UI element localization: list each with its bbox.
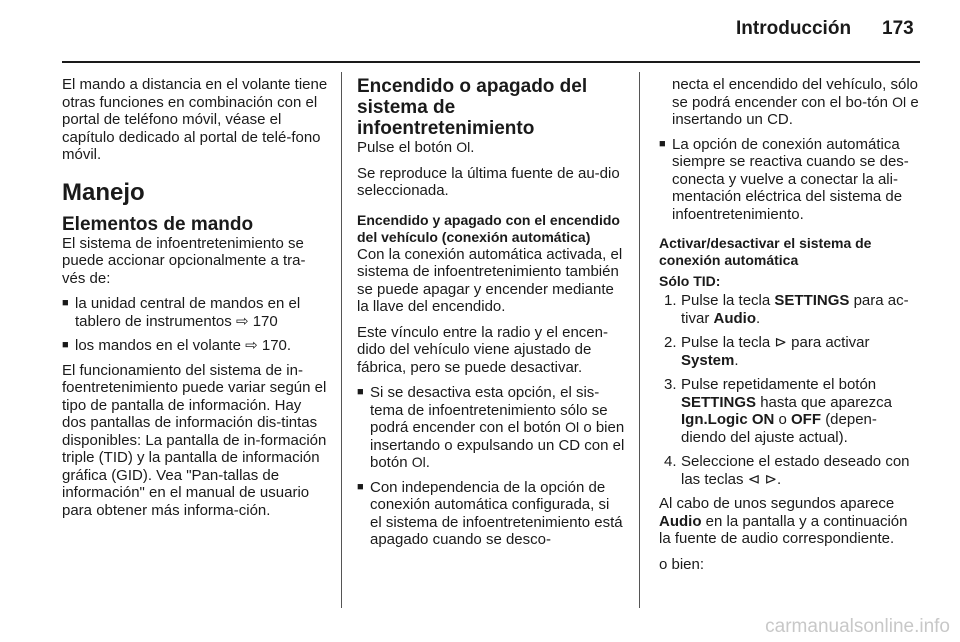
last-source-paragraph: Se reproduce la última fuente de au-dio seleccionada.	[357, 164, 620, 199]
list-item: ■ los mandos en el volante ⇨ 170.	[62, 337, 292, 354]
power-instruction: Pulse el botón Ol.	[357, 139, 475, 156]
auto-connect-paragraph: Con la conexión automática activada, el sistema de infoentretenimiento también se puede apagar y encender mediante la llave del encendido.	[357, 245, 623, 315]
list-item: ■ La opción de conexión automática siempre se reactiva cuando se des-conecta y vuelve a conectar la ali-mentación eléctrica del sistema de infoentretenimiento.	[659, 135, 909, 223]
power-icon: Ol	[892, 93, 907, 110]
subheading-auto-connect: Encendido y apagado con el encendido del vehículo (conexión automática)	[357, 211, 620, 245]
off-label: OFF	[791, 411, 822, 428]
section-heading-manejo: Manejo	[62, 178, 145, 206]
arrow-right-icon: ⊳	[774, 334, 787, 351]
column-1	[62, 76, 328, 527]
subheading-tid: Sólo TID:	[659, 273, 721, 289]
elementos-paragraph: El sistema de infoentretenimiento se puede accionar opcionalmente a tra-vés de:	[62, 234, 306, 287]
step-item: 4. Seleccione el estado deseado con las teclas ⊲ ⊳.	[664, 453, 910, 488]
list-item: ■ la unidad central de mandos en el tablero de instrumentos ⇨ 170	[62, 295, 301, 330]
audio-label: Audio	[713, 309, 757, 327]
list-item: ■ Con independencia de la opción de conexión automática configurada, si el sistema de infoentretenimiento está apagado cuando se desco-	[357, 478, 623, 548]
settings-key-label: SETTINGS	[774, 292, 850, 309]
header-rule	[62, 61, 920, 63]
power-icon: Ol	[411, 454, 426, 470]
page-ref-link[interactable]: 170	[252, 312, 278, 330]
subheading-activar: Activar/desactivar el sistema de conexión automática	[659, 235, 872, 268]
list-item: ■ Si se desactiva esta opción, el sis-tema de infoentretenimiento sólo se podrá encender con el botón Ol o bien insertando o expulsando un CD con el botón Ol.	[357, 384, 625, 471]
audio-label: Audio	[659, 512, 702, 530]
bullet-icon: ■	[62, 297, 69, 309]
result-paragraph: Al cabo de unos segundos aparece Audio en la pantalla y a continuación la fuente de audio correspondiente.	[659, 495, 908, 547]
settings-key-label: SETTINGS	[681, 393, 757, 411]
bullet-icon: ■	[357, 480, 364, 493]
step-item: 2. Pulse la tecla ⊳ para activar System.	[664, 334, 870, 369]
step-item: 1. Pulse la tecla SETTINGS para ac-tivar Audio.	[664, 292, 909, 327]
watermark: carmanualsonline.info	[765, 616, 950, 637]
column-divider-1	[341, 72, 342, 608]
power-icon: Ol	[565, 419, 580, 435]
list-item-continued: necta el encendido del vehículo, sólo se podrá encender con el bo-tón Ol e insertando un CD.	[672, 76, 919, 128]
factory-link-paragraph: Este vínculo entre la radio y el encen-dido del vehículo viene ajustado de fábrica, pero se puede desactivar.	[357, 323, 608, 376]
ign-logic-on-label: Ign.Logic ON	[681, 411, 775, 428]
arrow-right-icon: ⊳	[764, 470, 778, 488]
column-2	[357, 76, 625, 556]
power-icon: Ol	[456, 139, 471, 155]
step-item: 3. Pulse repetidamente el botón SETTINGS hasta que aparezca Ign.Logic ON o OFF (depen-diendo del ajuste actual).	[664, 376, 892, 446]
bullet-icon: ■	[357, 386, 364, 398]
bullet-icon: ■	[659, 137, 666, 150]
or-paragraph: o bien:	[659, 555, 705, 573]
intro-paragraph: El mando a distancia en el volante tiene otras funciones en combinación con el portal de teléfono móvil, véase el capítulo dedicado al portal de telé-fono móvil.	[62, 76, 328, 163]
page-ref-icon: ⇨	[235, 312, 249, 330]
display-types-paragraph: El funcionamiento del sistema de in-foentretenimiento puede variar según el tipo de pantalla de información. Hay dos pantallas de información dis-tintas disponibles: La pantalla de in-formación triple (TID) y la pantalla de información gráfica (GID). Vea "Pan-tallas de información" en el manual de usuario para obtener más informa-ción.	[62, 361, 327, 519]
arrow-left-icon: ⊲	[747, 470, 761, 488]
section-heading-encendido: Encendido o apagado del sistema de infoentretenimiento	[357, 76, 588, 139]
page-ref-link[interactable]: 170.	[261, 337, 292, 354]
page-header-title: Introducción	[736, 18, 852, 39]
subsection-heading-elementos: Elementos de mando	[62, 213, 254, 235]
page-number: 173	[882, 18, 914, 39]
column-divider-2	[639, 72, 640, 608]
system-label: System	[681, 351, 735, 369]
column-3	[659, 76, 921, 581]
page-ref-icon: ⇨	[245, 337, 258, 354]
bullet-icon: ■	[62, 339, 69, 351]
